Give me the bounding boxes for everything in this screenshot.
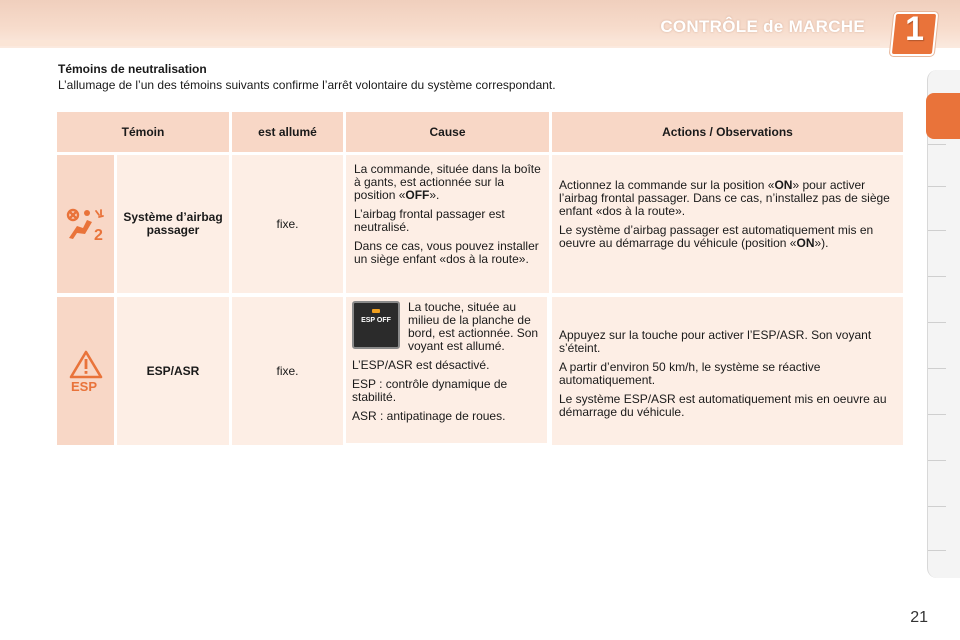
actions-text: Actionnez la commande sur la position « [559,178,775,192]
cause-paragraph: ESP : contrôle dynamique de stabilité. [352,377,508,404]
actions-paragraph [559,179,896,218]
svg-text:ESP: ESP [70,379,97,393]
tab-divider [928,414,946,415]
indicator-name: ESP/ASR [117,297,229,445]
position-on-label: ON [774,178,793,192]
table-row-icon-cell [57,155,114,293]
svg-text:2: 2 [93,227,103,242]
cause-paragraph [354,163,541,202]
tab-divider [928,276,946,277]
header-temoin: Témoin [57,112,229,152]
actions-text: »). [814,236,829,250]
indicator-state: fixe. [232,155,343,293]
esp-button-label: ESP OFF [361,317,391,324]
header-cause: Cause [346,112,549,152]
section-title: Témoins de neutralisation [58,62,207,76]
tab-divider [928,186,946,187]
tab-divider [928,322,946,323]
esp-off-button-picture [352,301,400,349]
actions-paragraph: Appuyez sur la touche pour activer l’ESP/ASR. Son voyant s’éteint. [559,328,872,355]
tab-divider [928,368,946,369]
position-off-label: OFF [405,188,430,202]
header-strip [0,40,880,46]
actions-paragraph: Le système ESP/ASR est automatiquement mis en oeuvre au démarrage du véhicule. [559,392,887,419]
actions-text: » pour activer l’airbag frontal passager. Dans ce cas, n’installez pas de siège enfant «dos à la route». [559,178,890,218]
tab-divider [928,550,946,551]
chapter-tab-active[interactable] [926,93,960,139]
cause-paragraph: L’ESP/ASR est désactivé. [352,358,490,372]
esp-button-lamp [372,309,380,313]
actions-paragraph: A partir d’environ 50 km/h, le système se réactive automatiquement. [559,360,821,387]
actions-text: Le système d’airbag passager est automatiquement mis en oeuvre au démarrage du véhicule (position « [559,223,874,250]
position-on-label: ON [796,236,815,250]
header-est-allume: est allumé [232,112,343,152]
indicator-state: fixe. [232,297,343,445]
tab-divider [928,230,946,231]
page-header-title: CONTRÔLE de MARCHE [660,17,865,36]
cause-paragraph: La touche, située au milieu de la planche de bord, est actionnée. Son voyant est allumé. [408,300,539,353]
table-header-row [57,112,903,152]
header-actions: Actions / Observations [552,112,903,152]
actions-cell [552,297,903,445]
cause-paragraph: Dans ce cas, vous pouvez installer un siège enfant «dos à la route». [354,239,539,266]
cause-cell [346,155,549,293]
actions-cell [552,155,903,293]
indicator-name: Système d’airbag passager [117,155,229,293]
esp-warning-icon [68,349,104,393]
section-intro: L’allumage de l’un des témoins suivants confirme l’arrêt volontaire du système correspondant. [58,78,556,92]
cause-paragraph: L’airbag frontal passager est neutralisé. [354,207,505,234]
table-row-icon-cell [57,297,114,445]
tab-divider [928,144,946,145]
airbag-off-icon [65,206,107,242]
page-number: 21 [910,609,928,626]
actions-paragraph [559,224,896,250]
chapter-number: 1 [905,10,924,48]
tab-divider [928,460,946,461]
tab-divider [928,506,946,507]
chapter-tab-bar [927,70,960,578]
cause-cell [346,297,547,443]
cause-paragraph: ASR : antipatinage de roues. [352,409,506,423]
cause-text: La commande, située dans la boîte à gants, est actionnée sur la position « [354,162,541,202]
cause-text: ». [429,188,440,202]
